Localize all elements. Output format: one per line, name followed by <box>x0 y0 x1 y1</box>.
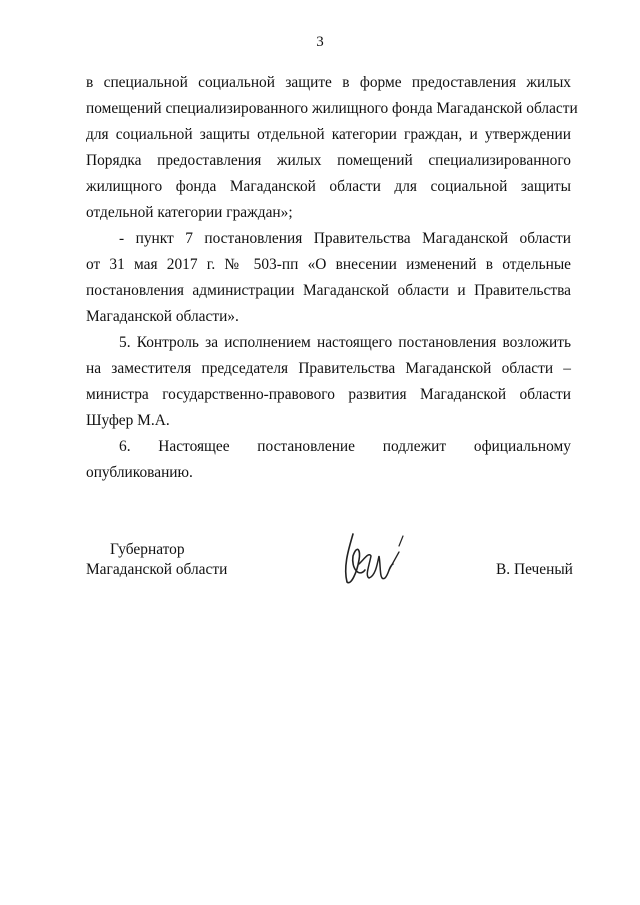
text-line: - пункт 7 постановления Правительства Магаданской области <box>119 230 571 247</box>
text-line: на заместителя председателя Правительства Магаданской области – <box>86 360 571 377</box>
text-line: постановления администрации Магаданской области и Правительства <box>86 282 571 299</box>
text-line: Шуфер М.А. <box>86 412 170 429</box>
handwritten-signature <box>339 526 411 590</box>
signatory-title-line2: Магаданской области <box>86 561 228 578</box>
signatory-title-line1: Губернатор <box>110 541 185 558</box>
signatory-name: В. Печеный <box>496 561 573 578</box>
text-line: министра государственно-правового развития Магаданской области <box>86 386 571 403</box>
text-line: Магаданской области». <box>86 308 239 325</box>
text-line: жилищного фонда Магаданской области для социальной защиты <box>86 178 571 195</box>
text-line: 6. Настоящее постановление подлежит официальному <box>119 438 571 455</box>
text-line: помещений специализированного жилищного фонда Магаданской области <box>86 100 578 117</box>
text-line: для социальной защиты отдельной категории граждан, и утверждении <box>86 126 571 143</box>
text-line: 5. Контроль за исполнением настоящего постановления возложить <box>119 334 571 351</box>
text-line: опубликованию. <box>86 464 193 481</box>
text-line: Порядка предоставления жилых помещений специализированного <box>86 152 571 169</box>
page-number: 3 <box>316 34 324 50</box>
text-line: в специальной социальной защите в форме предоставления жилых <box>86 74 571 91</box>
text-line: от 31 мая 2017 г. № 503-пп «О внесении изменений в отдельные <box>86 256 571 273</box>
text-line: отдельной категории граждан»; <box>86 204 293 221</box>
